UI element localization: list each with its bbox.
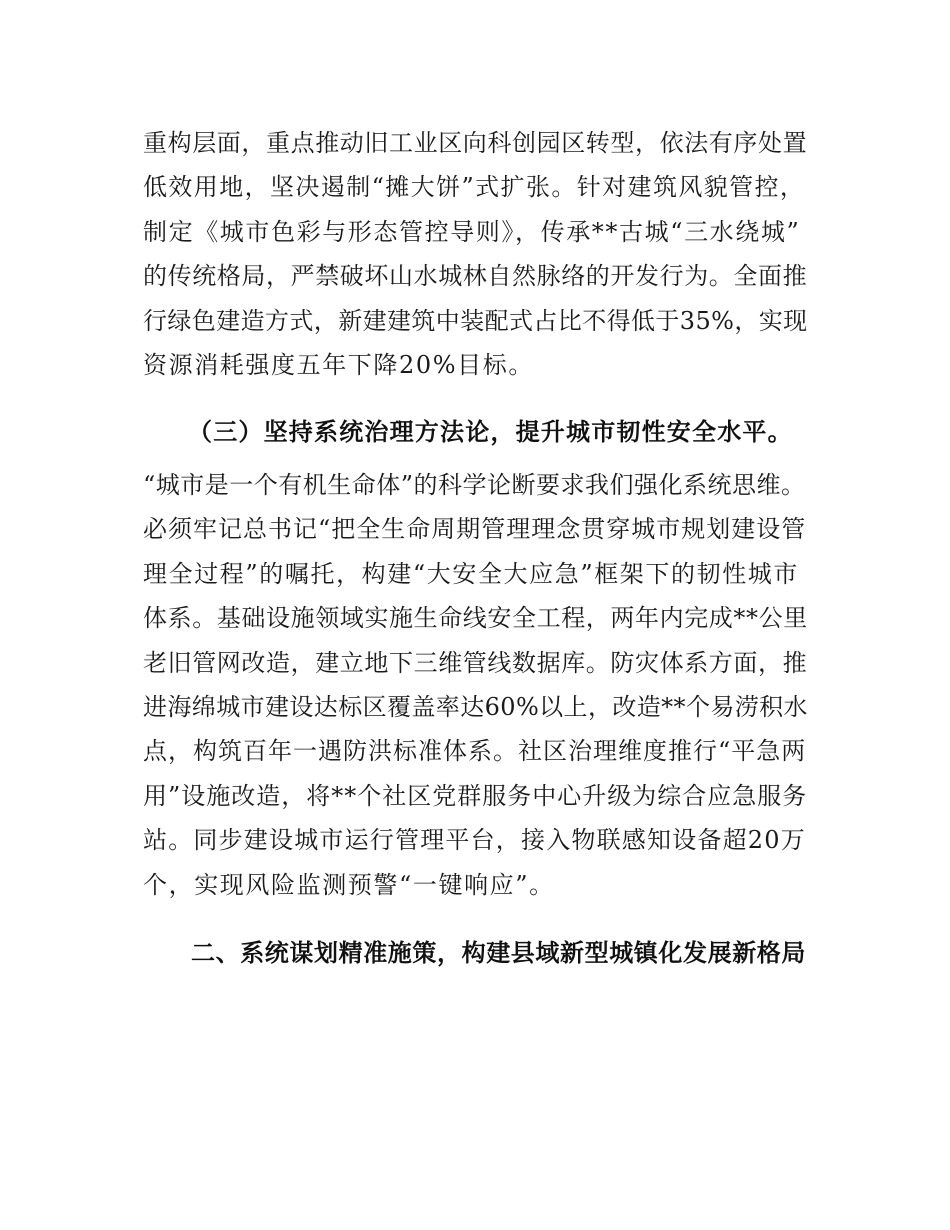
paragraph-line: 个，实现风险监测预警“一键响应”。	[143, 871, 555, 899]
paragraph-line: 必须牢记总书记“把全生命周期管理理念贯穿城市规划建设管	[143, 515, 807, 543]
paragraph-line: 低效用地，坚决遏制“摊大饼”式扩张。针对建筑风貌管控，	[143, 173, 806, 201]
section-heading: （三）坚持系统治理方法论，提升城市韧性安全水平。	[188, 418, 793, 446]
chapter-heading: 二、系统谋划精准施策，构建县域新型城镇化发展新格局	[191, 939, 806, 967]
paragraph-line: 老旧管网改造，建立地下三维管线数据库。防灾体系方面，推	[143, 649, 808, 677]
paragraph-line: 重构层面，重点推动旧工业区向科创园区转型，依法有序处置	[143, 129, 808, 157]
paragraph-line: 用”设施改造，将**个社区党群服务中心升级为综合应急服务	[143, 782, 808, 810]
paragraph-line: 体系。基础设施领域实施生命线安全工程，两年内完成**公里	[143, 604, 808, 632]
paragraph-line: 进海绵城市建设达标区覆盖率达60%以上，改造**个易涝积水	[143, 693, 808, 721]
paragraph-line: 点，构筑百年一遇防洪标准体系。社区治理维度推行“平急两	[143, 737, 807, 765]
paragraph-line: “城市是一个有机生命体”的科学论断要求我们强化系统思维。	[143, 471, 806, 499]
paragraph-line: 的传统格局，严禁破坏山水城林自然脉络的开发行为。全面推	[143, 262, 808, 290]
paragraph-line: 资源消耗强度五年下降20%目标。	[143, 351, 534, 379]
paragraph-line: 制定《城市色彩与形态管控导则》，传承**古城“三水绕城”	[143, 218, 801, 246]
paragraph-line: 站。同步建设城市运行管理平台，接入物联感知设备超20万	[143, 826, 806, 854]
paragraph-line: 行绿色建造方式，新建建筑中装配式占比不得低于35%，实现	[143, 307, 808, 335]
paragraph-line: 理全过程”的嘱托，构建“大安全大应急”框架下的韧性城市	[143, 560, 800, 588]
